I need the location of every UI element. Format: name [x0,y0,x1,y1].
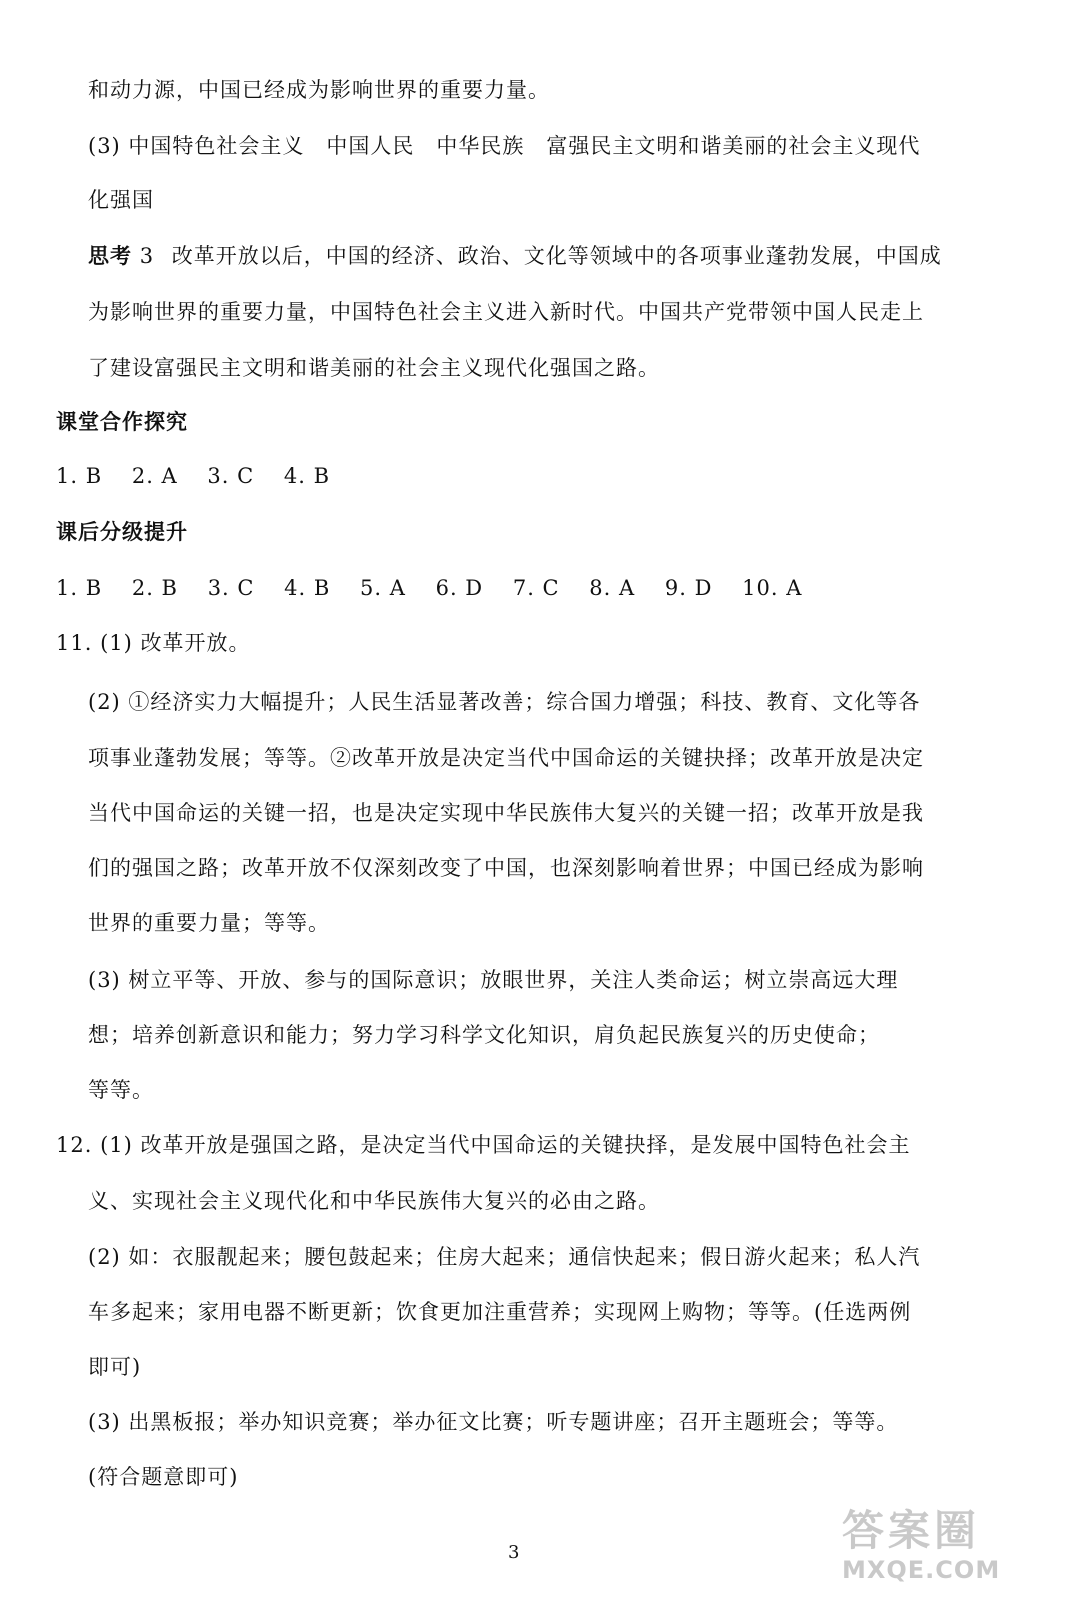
watermark-url: MXQE.COM [842,1556,1001,1584]
q11-part2-line: 当代中国命运的关键一招，也是决定实现中华民族伟大复兴的关键一招；改革开放是我 [88,801,924,825]
q12-part2-line: 即可) [88,1355,142,1379]
answer-row-after-class [56,574,824,602]
answer-item: 4. B [283,464,331,488]
text-line: 了建设富强民主文明和谐美丽的社会主义现代化强国之路。 [88,356,660,380]
think-text: 改革开放以后，中国的经济、政治、文化等领域中的各项事业蓬勃发展，中国成 [171,244,942,268]
answer-item: 9. D [664,576,713,600]
q11-part2-line: (2) ①经济实力大幅提升；人民生活显著改善；综合国力增强；科技、教育、文化等各 [88,690,921,714]
q12-part1-line: 义、实现社会主义现代化和中华民族伟大复兴的必由之路。 [88,1189,660,1213]
text-line: 化强国 [88,188,154,212]
q11-part3-line: 等等。 [88,1078,154,1102]
q12-part1-line: 12. (1) 改革开放是强国之路，是决定当代中国命运的关键抉择，是发展中国特色社会主 [56,1133,911,1157]
q11-part2-line: 项事业蓬勃发展；等等。②改革开放是决定当代中国命运的关键抉择；改革开放是决定 [88,746,924,770]
q11-part2-line: 们的强国之路；改革开放不仅深刻改变了中国，也深刻影响着世界；中国已经成为影响 [88,856,924,880]
section-heading-class-coop: 课堂合作探究 [56,410,188,434]
text-line: (3) 中国特色社会主义 中国人民 中华民族 富强民主文明和谐美丽的社会主义现代 [88,134,921,158]
answer-item: 7. C [512,576,560,600]
answer-item: 3. C [207,464,255,488]
answer-item: 4. B [284,576,331,600]
text-line: 和动力源，中国已经成为影响世界的重要力量。 [88,78,550,102]
page-number: 3 [508,1542,520,1563]
section-heading-after-class: 课后分级提升 [56,520,188,544]
answer-item: 1. B [56,464,103,488]
answer-item: 6. D [435,576,484,600]
watermark-title: 答案圈 [842,1506,981,1555]
q11-part1: 11. (1) 改革开放。 [56,631,251,655]
q11-part2-line: 世界的重要力量；等等。 [88,911,330,935]
answer-item: 2. A [131,464,178,488]
q11-part3-line: 想；培养创新意识和能力；努力学习科学文化知识，肩负起民族复兴的历史使命； [88,1023,880,1047]
think-number: 3 [139,244,155,268]
answer-item: 5. A [360,576,406,600]
q12-part2-line: 车多起来；家用电器不断更新；饮食更加注重营养；实现网上购物；等等。(任选两例 [88,1300,912,1324]
think-label: 思考 [88,244,132,268]
answer-item: 10. A [742,576,803,600]
answer-item: 1. B [56,576,103,600]
q12-part3-line: (3) 出黑板报；举办知识竞赛；举办征文比赛；听专题讲座；召开主题班会；等等。 [88,1410,899,1434]
q12-part2-line: (2) 如：衣服靓起来；腰包鼓起来；住房大起来；通信快起来；假日游火起来；私人汽 [88,1245,921,1269]
answer-item: 3. C [207,576,255,600]
text-line: 为影响世界的重要力量，中国特色社会主义进入新时代。中国共产党带领中国人民走上 [88,300,924,324]
q11-part3-line: (3) 树立平等、开放、参与的国际意识；放眼世界，关注人类命运；树立崇高远大理 [88,968,899,992]
answer-row-class-coop [56,462,352,490]
answer-item: 2. B [131,576,178,600]
watermark-logo [842,1506,1057,1594]
answer-item: 8. A [589,576,636,600]
q12-part3-line: (符合题意即可) [88,1465,239,1489]
think-paragraph-line [88,242,942,270]
